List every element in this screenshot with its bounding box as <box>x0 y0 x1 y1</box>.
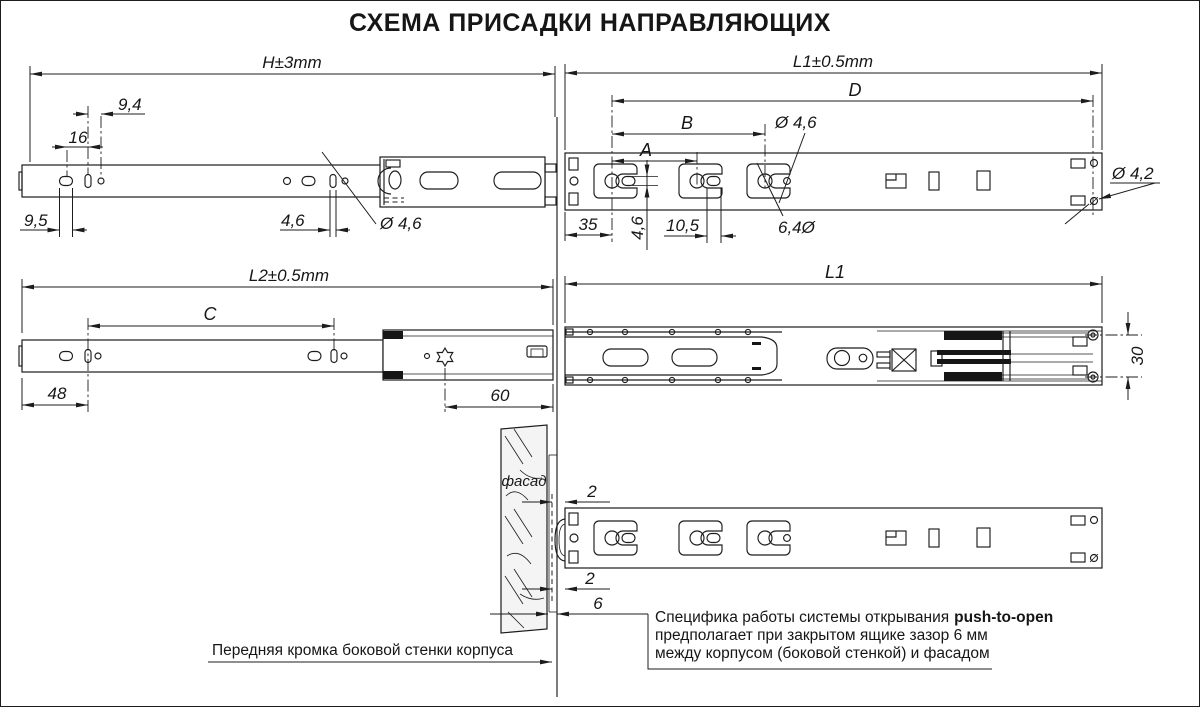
mounting-clip-top <box>383 331 403 339</box>
dim-10-5: 10,5 <box>666 216 700 235</box>
dim-l1-top: L1 <box>824 262 846 282</box>
dim-b: B <box>680 113 694 133</box>
dim-30: 30 <box>1128 346 1147 366</box>
dim-dia-4-6: Ø 4,6 <box>380 214 422 233</box>
push-note-line2: предполагает при закрытом ящике зазор 6 мм <box>655 627 988 644</box>
dim-d: D <box>848 80 862 100</box>
dim-48: 48 <box>47 384 67 403</box>
dim-4-6-vert: 4,6 <box>628 216 647 240</box>
dim-dia-4-2: Ø 4,2 <box>1112 164 1154 183</box>
dim-60: 60 <box>490 386 510 405</box>
dim-a: A <box>639 140 653 160</box>
dim-l2-overall: L2±0.5mm <box>248 266 330 285</box>
dim-c: C <box>203 304 217 324</box>
mounting-clip-bottom <box>383 371 403 379</box>
front-edge-note: Передняя кромка боковой стенки корпуса <box>212 642 513 659</box>
dim-l1-overall: L1±0.5mm <box>792 52 874 71</box>
dim-35: 35 <box>578 215 598 234</box>
dim-dia-4-6-front: Ø 4,6 <box>775 113 817 132</box>
dim-gap-2-bottom: 2 <box>585 569 595 588</box>
push-note-line1: Специфика работы системы открывания push-to-open <box>655 609 1054 626</box>
facade-panel <box>501 425 547 633</box>
push-note-line3: между корпусом (боковой стенкой) и фасадом <box>655 645 990 662</box>
dim-6-4-dia: 6,4Ø <box>778 218 815 237</box>
dim-4-6-slot: 4,6 <box>281 211 305 230</box>
dim-h-overall: H±3mm <box>262 53 322 72</box>
dim-gap-6: 6 <box>593 594 603 613</box>
facade-label: фасад <box>501 473 547 490</box>
dim-9-4: 9,4 <box>118 95 142 114</box>
page-title: СХЕМА ПРИСАДКИ НАПРАВЛЯЮЩИХ <box>349 9 831 37</box>
dim-9-5: 9,5 <box>24 211 48 230</box>
dim-gap-2-top: 2 <box>587 482 597 501</box>
dim-16: 16 <box>68 128 88 147</box>
